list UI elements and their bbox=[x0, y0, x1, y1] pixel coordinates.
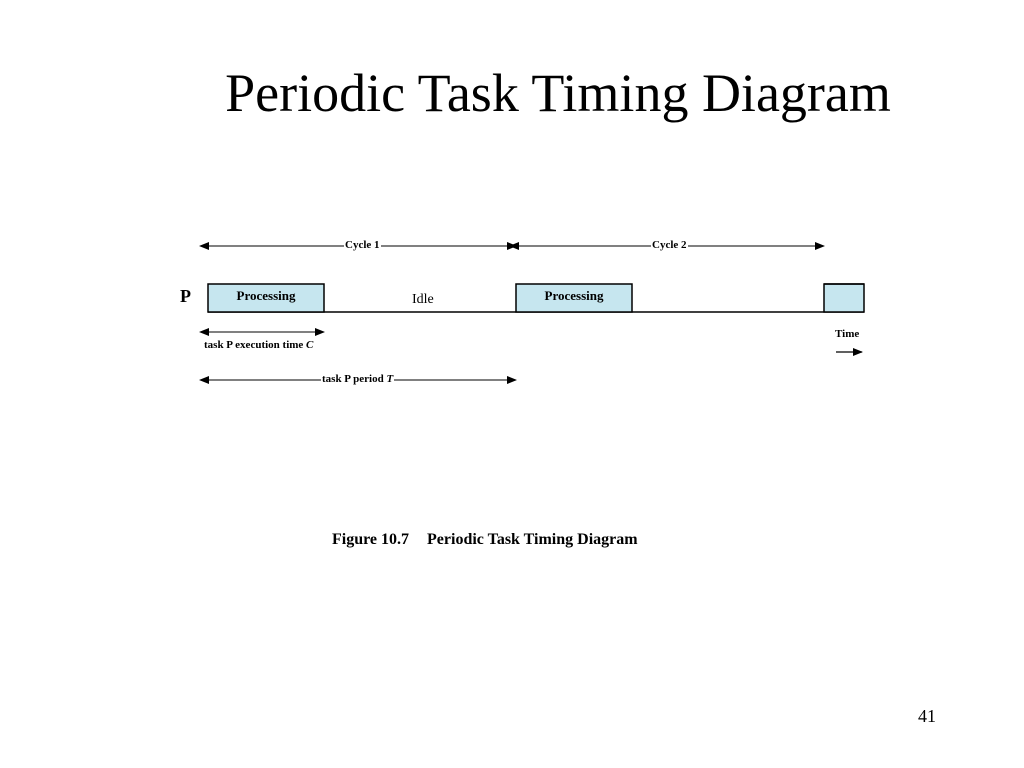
cycle-1-label: Cycle 1 bbox=[345, 239, 380, 251]
slide-title: Periodic Task Timing Diagram bbox=[225, 63, 891, 123]
period-label: task P period T bbox=[322, 373, 394, 385]
timing-diagram bbox=[160, 222, 880, 402]
figure-caption bbox=[332, 531, 638, 549]
idle-label: Idle bbox=[412, 292, 434, 307]
page-number: 41 bbox=[918, 706, 936, 726]
process-label: P bbox=[180, 286, 191, 306]
figure-caption-text: Periodic Task Timing Diagram bbox=[427, 531, 638, 548]
figure-number: Figure 10.7 bbox=[332, 531, 410, 548]
time-label: Time bbox=[835, 328, 860, 340]
processing-label-2: Processing bbox=[544, 288, 604, 303]
cycle-2-label: Cycle 2 bbox=[652, 239, 687, 251]
processing-label-1: Processing bbox=[236, 288, 296, 303]
timing-diagram-graphic bbox=[160, 222, 880, 402]
processing-box-3-partial bbox=[824, 284, 864, 312]
execution-time-label: task P execution time C bbox=[204, 339, 314, 351]
